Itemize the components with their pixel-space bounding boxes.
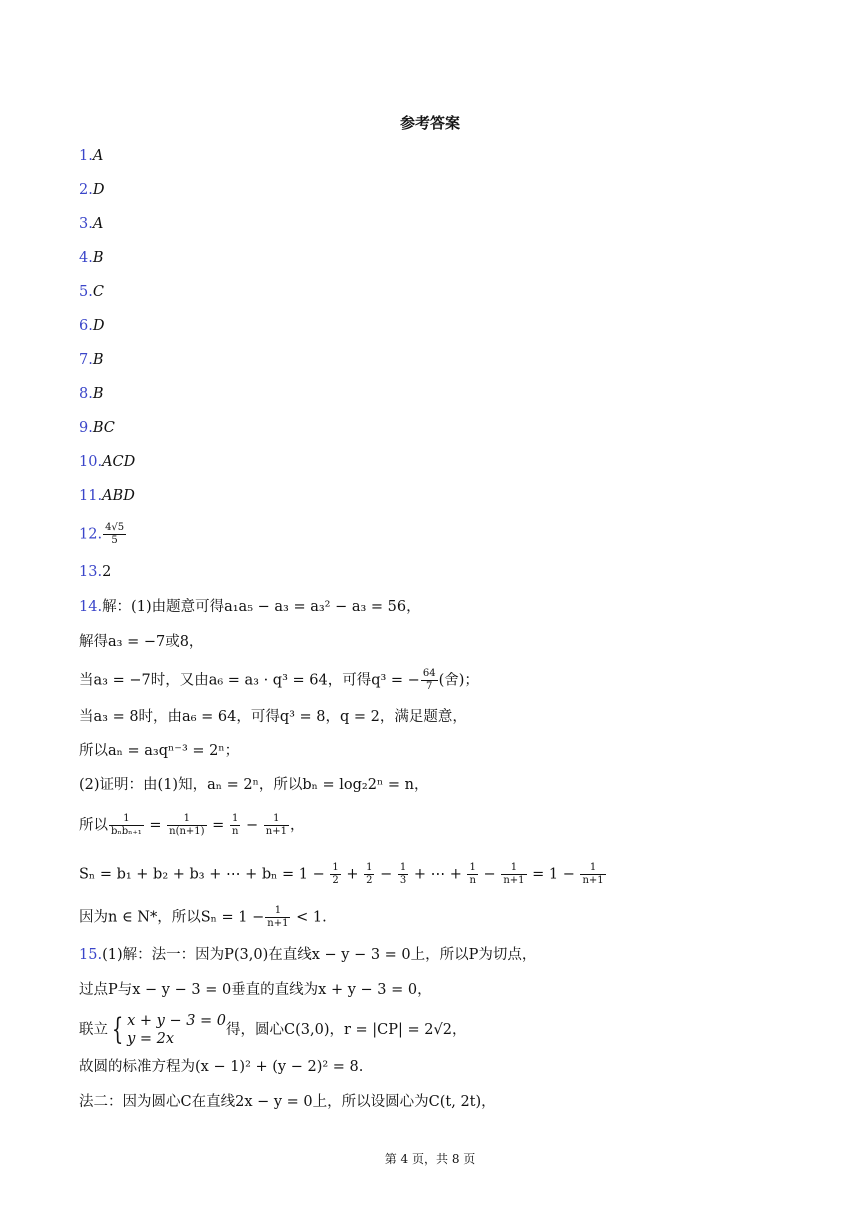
question-number: 5. <box>79 284 93 300</box>
answer-value: A <box>92 148 104 164</box>
answer-10 <box>79 452 135 472</box>
q14-line-1: 14.解：(1)由题意可得a₁a₅ − a₃ = a₃² − a₃ = 56， <box>79 599 421 615</box>
question-number: 8. <box>79 386 93 402</box>
question-number: 13. <box>79 564 103 580</box>
q14-line-4: 当a₃ = 8时，由a₆ = 64，可得q³ = 8，q = 2，满足题意， <box>79 709 467 725</box>
question-number: 15. <box>79 947 103 963</box>
answer-value: D <box>92 318 105 334</box>
answer-value: A <box>92 216 104 232</box>
answer-13 <box>79 562 111 582</box>
answer-4 <box>79 248 104 268</box>
q14-line-5: 所以aₙ = a₃qⁿ⁻³ = 2ⁿ； <box>79 743 240 759</box>
answer-6 <box>79 316 104 336</box>
answer-value: B <box>92 352 104 368</box>
q14-line-8: Sₙ = b₁ + b₂ + b₃ + ⋯ + bₙ = 1 − $\frac{1}{2}$ + $\frac{1}{2}$ − $\frac{1}{3}$ + ⋯ + $\frac{1}{n}$ − $\frac{1}{n+1}$ = 1 − $\frac{1}{n+1}$ <box>79 862 604 886</box>
question-number: 4. <box>79 250 93 266</box>
q15-line-2: 过点P与x − y − 3 = 0垂直的直线为x + y − 3 = 0， <box>79 982 432 998</box>
answer-9 <box>79 418 115 438</box>
answer-value: B <box>92 250 104 266</box>
q14-line-2: 解得a₃ = −7或8， <box>79 634 204 650</box>
question-number: 7. <box>79 352 93 368</box>
answer-value: C <box>92 284 104 300</box>
fraction: $\frac{4√5}{5}$ <box>105 522 125 546</box>
answer-value: 2 <box>102 564 112 580</box>
question-number: 9. <box>79 420 93 436</box>
answer-value: ABD <box>102 488 135 504</box>
answer-value: D <box>92 182 105 198</box>
page-footer: 第 4 页，共 8 页 <box>384 1152 476 1166</box>
answer-3 <box>79 214 103 234</box>
page-title: 参考答案 <box>399 114 460 132</box>
answer-1 <box>79 146 103 166</box>
answer-value: B <box>92 386 104 402</box>
question-number: 6. <box>79 318 93 334</box>
q15-line-5: 法二：因为圆心C在直线2x − y = 0上，所以设圆心为C(t, 2t)， <box>79 1094 496 1110</box>
answer-value: ACD <box>102 454 136 470</box>
question-number: 3. <box>79 216 93 232</box>
answer-5 <box>79 282 104 302</box>
question-number: 1. <box>79 148 93 164</box>
question-number: 14. <box>79 599 103 615</box>
answer-8 <box>79 384 104 404</box>
q14-line-3: 当a₃ = −7时，又由a₆ = a₃ · q³ = 64，可得q³ = − $\frac{64}{7}$ (舍)； <box>79 668 479 692</box>
q14-line-9: 因为n ∈ N*，所以Sₙ = 1 − $\frac{1}{n+1}$ < 1. <box>79 905 327 929</box>
q15-line-1: 15.(1)解：法一：因为P(3,0)在直线x − y − 3 = 0上，所以P为切点， <box>79 947 537 963</box>
question-number: 12. <box>79 526 103 543</box>
answer-2 <box>79 180 104 200</box>
answer-12 <box>79 522 127 547</box>
q15-line-4: 故圆的标准方程为(x − 1)² + (y − 2)² = 8. <box>79 1059 364 1075</box>
q15-line-3: 联立 { x + y − 3 = 0 y = 2x 得，圆心C(3,0)，r = |CP| = 2√2， <box>79 1012 467 1047</box>
question-number: 10. <box>79 454 103 470</box>
question-number: 11. <box>79 488 103 504</box>
q14-line-7: 所以 $\frac{1}{\text{bₙbₙ₊₁}}$ = $\frac{1}{n(n+1)}$ = $\frac{1}{n}$ − $\frac{1}{n+1}$ ， <box>79 813 305 837</box>
answer-7 <box>79 350 104 370</box>
answer-value: BC <box>92 420 115 436</box>
answer-11 <box>79 486 135 506</box>
question-number: 2. <box>79 182 93 198</box>
q14-line-6: (2)证明：由(1)知，aₙ = 2ⁿ，所以bₙ = log₂2ⁿ = n， <box>79 777 429 793</box>
